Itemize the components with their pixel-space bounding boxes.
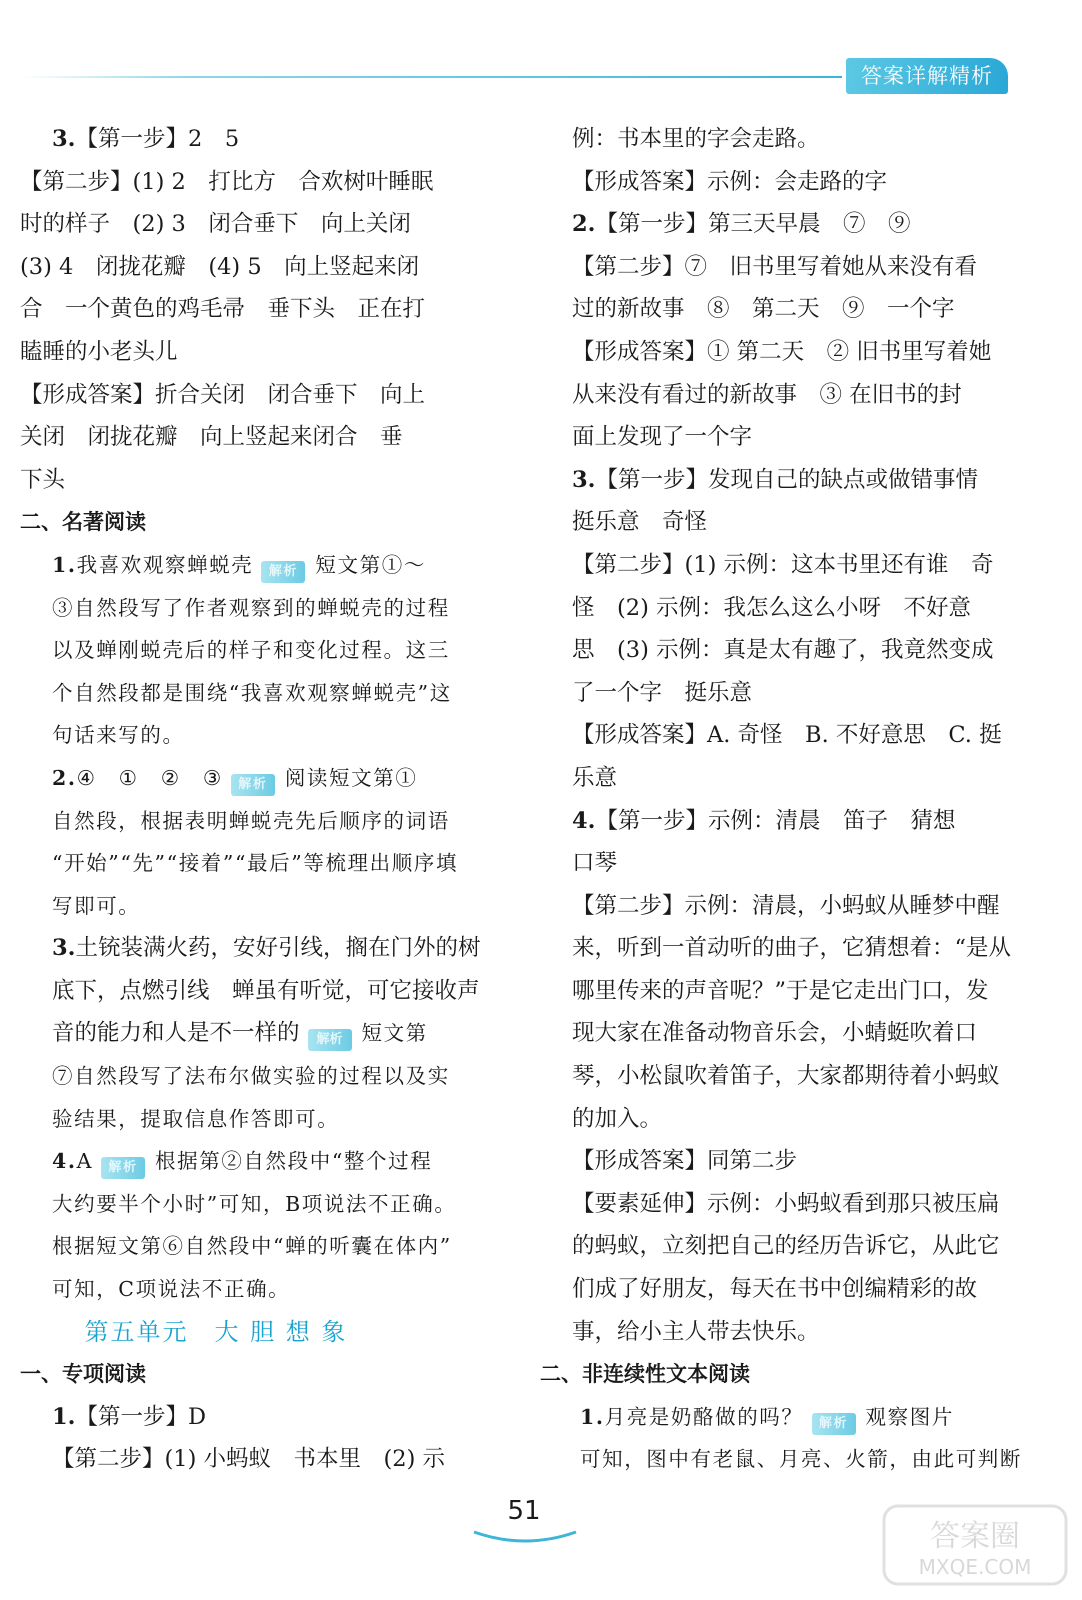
answer-line: 3.【第一步】2 5 bbox=[52, 126, 240, 152]
answer-line: 【形成答案】折合关闭 闭合垂下 向上 bbox=[20, 381, 426, 408]
answer-line: 个自然段都是围绕“我喜欢观察蝉蜕壳”这 bbox=[52, 680, 452, 705]
answer-line: 可知，图中有老鼠、月亮、火箭，由此可判断 bbox=[580, 1447, 1022, 1472]
analysis-tag: 解析 bbox=[101, 1157, 145, 1179]
header-rule bbox=[22, 76, 842, 78]
left-column bbox=[20, 118, 492, 1481]
answer-line: ③自然段写了作者观察到的蝉蜕壳的过程 bbox=[52, 595, 450, 620]
right-column bbox=[540, 118, 1022, 1481]
answer-line: 4.【第一步】示例：清晨 笛子 猜想 bbox=[572, 807, 956, 834]
answer-line: 来，听到一首动听的曲子，它猜想着：“是从 bbox=[572, 935, 1012, 962]
answer-line: 的加入。 bbox=[572, 1105, 663, 1132]
answer-line: 现大家在准备动物音乐会，小蜻蜓吹着口 bbox=[572, 1020, 978, 1047]
svg-text:MXQE.COM: MXQE.COM bbox=[918, 1555, 1032, 1579]
answer-line: 【形成答案】① 第二天 ② 旧书里写着她 bbox=[572, 338, 992, 365]
answer-line: 了一个字 挺乐意 bbox=[572, 679, 753, 706]
watermark-logo bbox=[880, 1500, 1070, 1590]
answer-line: 时的样子 (2) 3 闭合垂下 向上关闭 bbox=[20, 211, 411, 238]
answer-line: 2.【第一步】第三天早晨 ⑦ ⑨ bbox=[572, 211, 911, 238]
analysis-tag: 解析 bbox=[308, 1029, 352, 1051]
answer-line: 【第二步】(1) 2 打比方 合欢树叶睡眠 bbox=[20, 168, 434, 195]
answer-line: 挺乐意 奇怪 bbox=[572, 509, 708, 536]
answer-line: 瞌睡的小老头儿 bbox=[20, 338, 178, 365]
answer-line: 关闭 闭拢花瓣 向上竖起来闭合 垂 bbox=[20, 424, 403, 451]
answer-line: 例：书本里的字会走路。 bbox=[572, 126, 820, 152]
answer-line: 1.【第一步】D bbox=[52, 1403, 207, 1430]
analysis-tag: 解析 bbox=[812, 1413, 856, 1435]
answer-line: 的蚂蚁，立刻把自己的经历告诉它，从此它 bbox=[572, 1233, 1000, 1260]
answer-line: 们成了好朋友，每天在书中创编精彩的故 bbox=[572, 1276, 978, 1303]
answer-line: ⑦自然段写了法布尔做实验的过程以及实 bbox=[52, 1064, 450, 1089]
answer-line: 1.月亮是奶酪做的吗？ 解析 观察图片 bbox=[540, 1396, 1010, 1439]
answer-line: 乐意 bbox=[572, 764, 618, 791]
answer-line: 写即可。 bbox=[52, 893, 141, 918]
section-heading: 二、名著阅读 bbox=[20, 510, 146, 535]
answer-line: 句话来写的。 bbox=[52, 723, 185, 748]
answer-line: 【形成答案】同第二步 bbox=[572, 1148, 798, 1175]
answer-line: (3) 4 闭拢花瓣 (4) 5 向上竖起来闭 bbox=[20, 253, 420, 280]
answer-line: 4.A 解析 根据第②自然段中“整个过程 bbox=[20, 1140, 492, 1183]
answer-line: 怪 (2) 示例：我怎么这么小呀 不好意 bbox=[572, 594, 972, 621]
answer-line: 2.④ ① ② ③ 解析 阅读短文第① bbox=[20, 757, 492, 800]
answer-line: 【形成答案】A. 奇怪 B. 不好意思 C. 挺 bbox=[572, 722, 1002, 749]
header-badge: 答案详解精析 bbox=[846, 58, 1008, 94]
svg-text:答案圈: 答案圈 bbox=[930, 1519, 1020, 1554]
answer-line: 【第二步】示例：清晨，小蚂蚁从睡梦中醒 bbox=[572, 892, 1000, 919]
answer-line: 大约要半个小时”可知，B项说法不正确。 bbox=[52, 1191, 457, 1216]
answer-line: 【第二步】(1) 小蚂蚁 书本里 (2) 示 bbox=[52, 1446, 446, 1473]
answer-line: 底下，点燃引线 蝉虽有听觉，可它接收声 bbox=[52, 977, 480, 1004]
answer-line: 面上发现了一个字 bbox=[572, 424, 753, 451]
section-heading: 二、非连续性文本阅读 bbox=[540, 1362, 750, 1387]
answer-line: 过的新故事 ⑧ 第二天 ⑨ 一个字 bbox=[572, 296, 955, 323]
page-number: 51 bbox=[507, 1496, 541, 1526]
answer-line: 事，给小主人带去快乐。 bbox=[572, 1318, 820, 1345]
unit-title: 第五单元 大 胆 想 象 bbox=[84, 1317, 348, 1346]
analysis-tag: 解析 bbox=[231, 774, 275, 796]
answer-line: 根据短文第⑥自然段中“蝉的听囊在体内” bbox=[52, 1234, 452, 1259]
answer-line: 思 (3) 示例：真是太有趣了，我竟然变成 bbox=[572, 637, 994, 664]
answer-line: 从来没有看过的新故事 ③ 在旧书的封 bbox=[572, 381, 962, 408]
answer-line: 验结果，提取信息作答即可。 bbox=[52, 1106, 340, 1131]
section-heading: 一、专项阅读 bbox=[20, 1362, 146, 1387]
answer-line: 【第二步】(1) 示例：这本书里还有谁 奇 bbox=[572, 551, 994, 578]
answer-line: 合 一个黄色的鸡毛帚 垂下头 正在打 bbox=[20, 296, 426, 323]
answer-line: 【第二步】⑦ 旧书里写着她从来没有看 bbox=[572, 253, 978, 280]
answer-line: 琴，小松鼠吹着笛子，大家都期待着小蚂蚁 bbox=[572, 1063, 1000, 1090]
answer-line: 【要素延伸】示例：小蚂蚁看到那只被压扁 bbox=[572, 1190, 1000, 1217]
answer-line: 3.土铳装满火药，安好引线，搁在门外的树 bbox=[52, 935, 481, 962]
page-number-swoosh bbox=[470, 1528, 580, 1548]
answer-line: 口琴 bbox=[572, 850, 618, 877]
answer-line: 音的能力和人是不一样的 解析 短文第 bbox=[20, 1012, 492, 1055]
answer-line: 以及蝉刚蜕壳后的样子和变化过程。这三 bbox=[52, 638, 450, 663]
answer-line: 【形成答案】示例：会走路的字 bbox=[572, 168, 888, 195]
analysis-tag: 解析 bbox=[261, 561, 305, 583]
answer-line: 下头 bbox=[20, 466, 66, 493]
answer-line: 3.【第一步】发现自己的缺点或做错事情 bbox=[572, 466, 979, 493]
answer-line: 自然段，根据表明蝉蜕壳先后顺序的词语 bbox=[52, 808, 450, 833]
answer-line: “开始”“先”“接着”“最后”等梳理出顺序填 bbox=[52, 851, 459, 876]
answer-line: 可知，C项说法不正确。 bbox=[52, 1277, 291, 1302]
answer-line: 1.我喜欢观察蝉蜕壳 解析 短文第①～ bbox=[20, 544, 492, 587]
answer-line: 哪里传来的声音呢？”于是它走出门口，发 bbox=[572, 977, 989, 1004]
